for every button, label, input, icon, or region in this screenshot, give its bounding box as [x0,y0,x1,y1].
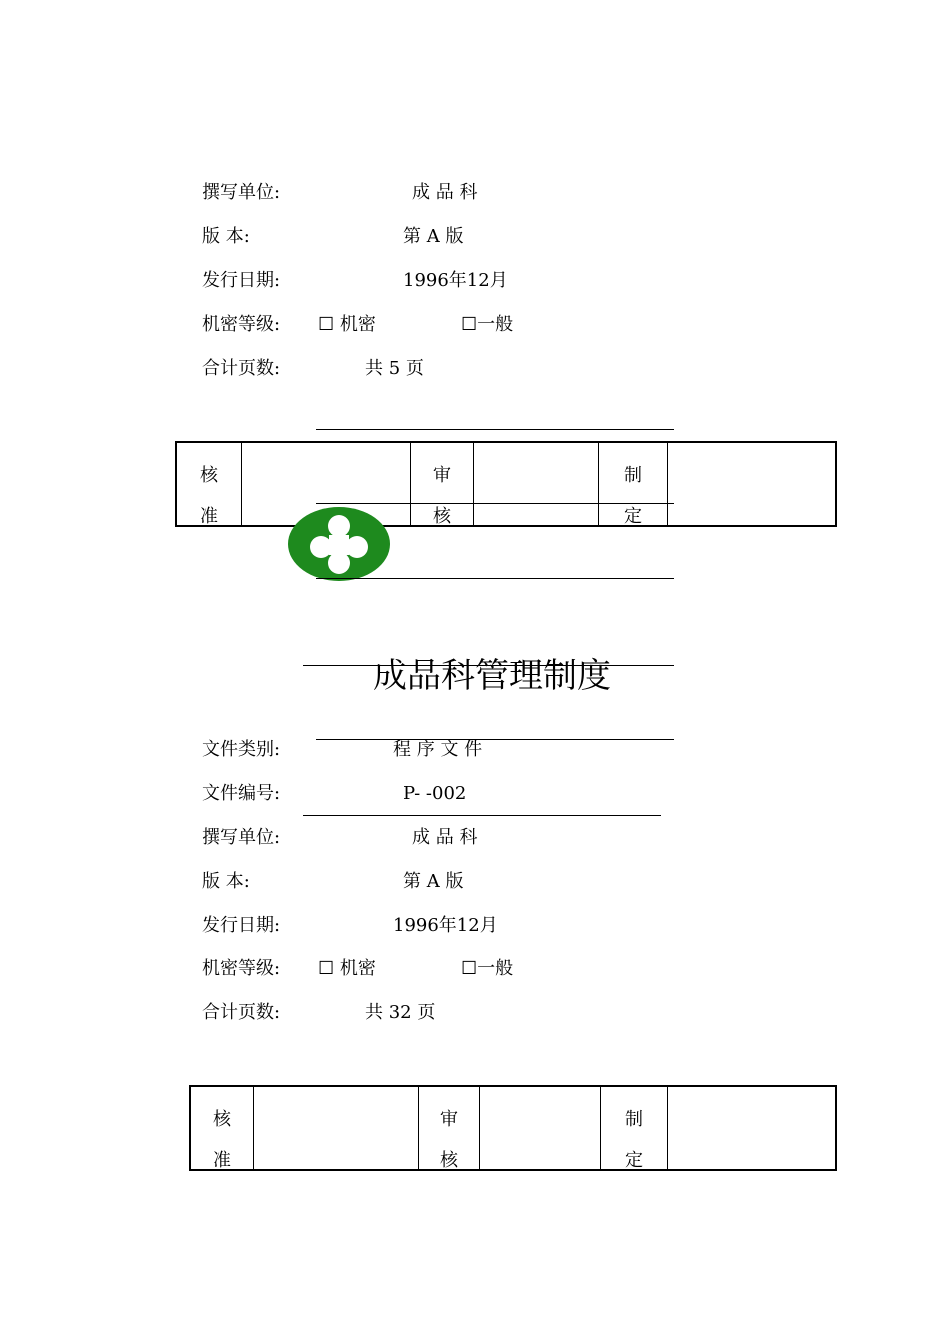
make-sign-field[interactable] [668,1086,837,1170]
review-sign-field[interactable] [474,442,599,526]
divider [316,739,674,740]
confidential-checkbox[interactable]: ☐ 机密 [318,314,376,335]
make-cell [599,443,667,525]
field-value-doc-number: P- -002 [403,783,467,804]
field-label-issue-date: 发行日期: [202,915,281,936]
company-logo-icon [287,505,391,583]
divider [316,578,674,579]
confidential-checkbox[interactable]: ☐ 机密 [318,958,376,979]
approve-sign-field[interactable] [254,1086,419,1170]
document-title: 成品科管理制度 [373,656,611,696]
approve-cell [177,443,241,525]
field-value-author-unit: 成 品 科 [412,827,478,848]
approve-label-bottom: 准 [200,506,218,527]
field-label-confidentiality: 机密等级: [202,314,281,335]
review-sign-field[interactable] [480,1086,601,1170]
review-cell [419,1087,479,1169]
approve-cell [191,1087,253,1169]
field-label-issue-date: 发行日期: [202,270,281,291]
field-value-version: 第 A 版 [403,871,464,892]
divider [316,429,674,430]
make-cell [601,1087,667,1169]
signature-table [175,441,837,527]
review-label-bottom: 核 [440,1150,458,1171]
field-value-issue-date: 1996年12月 [393,915,498,936]
make-label-bottom: 定 [624,506,642,527]
signature-table [189,1085,837,1171]
field-label-author-unit: 撰写单位: [202,827,281,848]
field-label-page-count: 合计页数: [202,358,281,379]
field-value-page-count: 共 5 页 [365,358,424,379]
make-label-top: 制 [625,1109,643,1130]
general-checkbox[interactable]: ☐一般 [461,314,514,335]
field-value-issue-date: 1996年12月 [403,270,508,291]
approve-label-top: 核 [200,465,218,486]
approve-label-bottom: 准 [213,1150,231,1171]
review-label-top: 审 [433,465,451,486]
review-cell [411,443,473,525]
review-label-top: 审 [440,1109,458,1130]
divider [303,815,661,816]
make-label-top: 制 [624,465,642,486]
field-value-page-count: 共 32 页 [365,1002,436,1023]
field-label-confidentiality: 机密等级: [202,958,281,979]
field-value-author-unit: 成 品 科 [412,182,478,203]
field-label-doc-type: 文件类别: [202,739,281,760]
general-checkbox[interactable]: ☐一般 [461,958,514,979]
review-label-bottom: 核 [433,506,451,527]
field-label-page-count: 合计页数: [202,1002,281,1023]
field-label-doc-number: 文件编号: [202,783,281,804]
field-label-author-unit: 撰写单位: [202,182,281,203]
approve-label-top: 核 [213,1109,231,1130]
make-label-bottom: 定 [625,1150,643,1171]
field-value-doc-type: 程 序 文 件 [393,739,483,760]
field-value-version: 第 A 版 [403,226,464,247]
field-label-version: 版 本: [202,871,250,892]
make-sign-field[interactable] [668,442,837,526]
field-label-version: 版 本: [202,226,250,247]
divider [316,503,674,504]
